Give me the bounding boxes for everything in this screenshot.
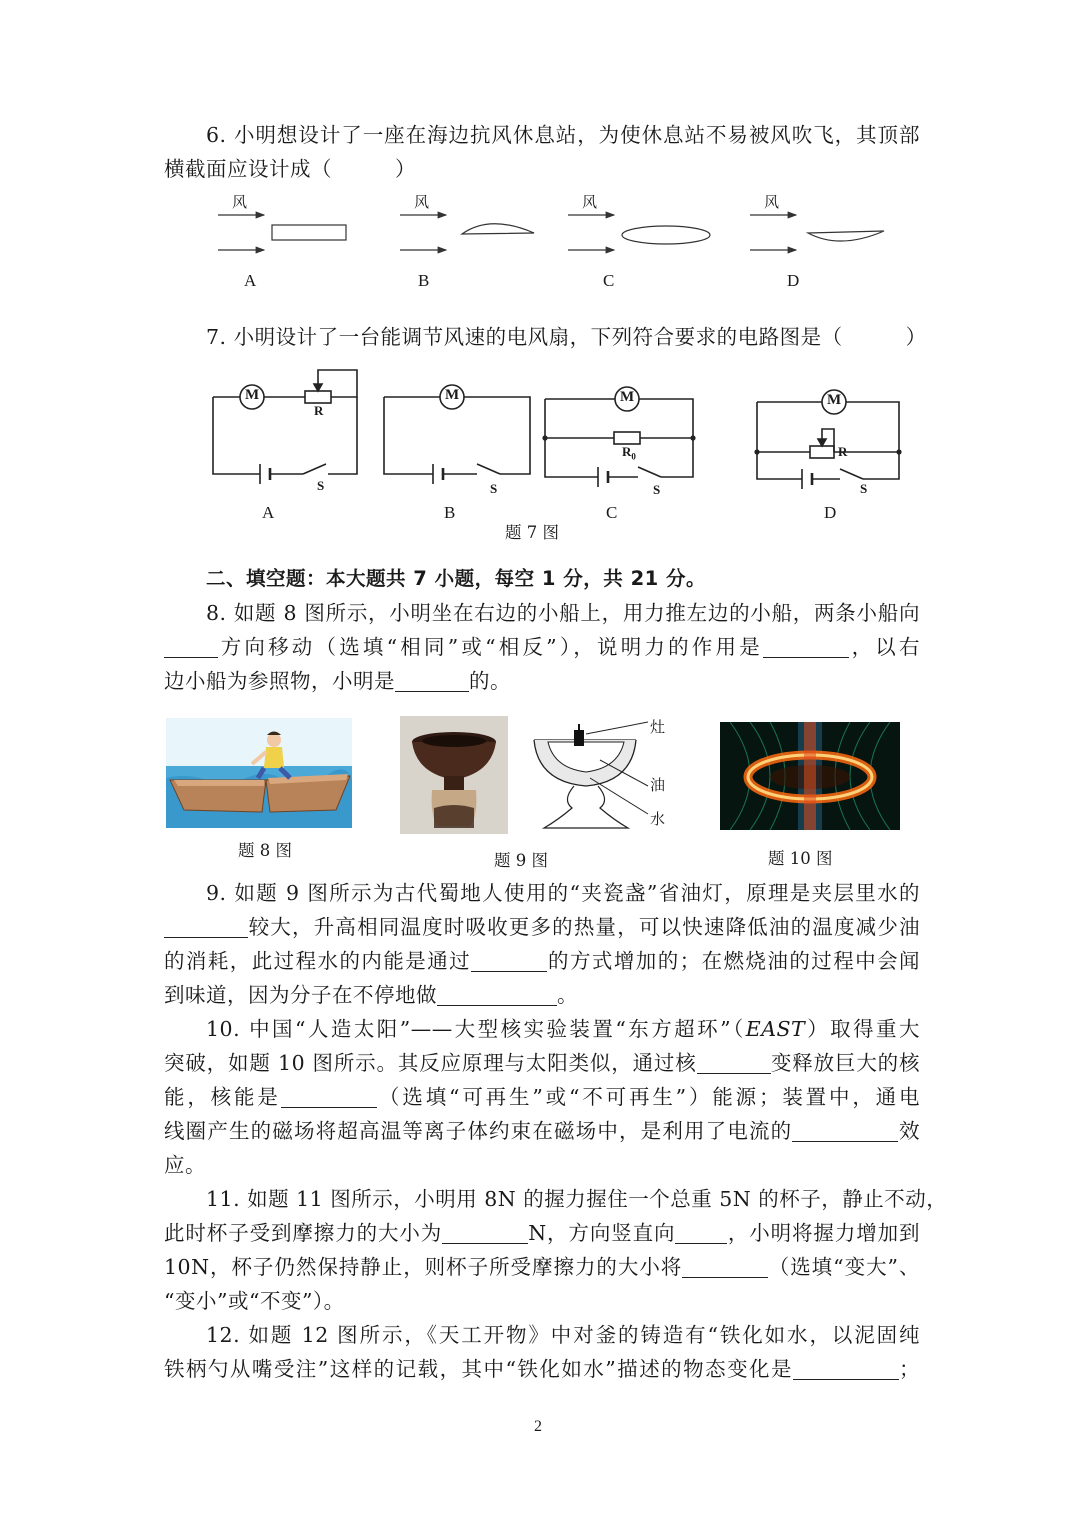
- motor-icon-c: M: [620, 389, 635, 405]
- q6-option-c: C: [603, 271, 615, 290]
- q7-stem: 7. 小明设计了一台能调节风速的电风扇，下列符合要求的电路图是（ ）: [206, 325, 927, 349]
- fig7-caption: 题 7 图: [505, 523, 559, 542]
- circuit-c: [545, 387, 693, 487]
- switch-label-d: S: [860, 481, 868, 496]
- fig9-caption: 题 9 图: [494, 851, 548, 870]
- q11-line2: 此时杯子受到摩擦力的大小为 N，方向竖直向 ，小明将握力增加到: [164, 1221, 921, 1245]
- q8-blank-2[interactable]: [763, 635, 849, 658]
- switch-label-a: S: [317, 478, 325, 493]
- section-2-heading: 二、填空题：本大题共 7 小题，每空 1 分，共 21 分。: [206, 567, 707, 590]
- fixed-resistor-label-c: $R_0$: [622, 444, 636, 462]
- fig9-lamp-photo: [400, 716, 508, 834]
- question-6: [164, 118, 920, 186]
- fig10-caption: 题 10 图: [768, 849, 833, 868]
- q9-blank-2[interactable]: [471, 949, 547, 972]
- q9-line4: 到味道，因为分子在不停地做 。: [164, 983, 578, 1007]
- q9-line1: 9. 如题 9 图所示为古代蜀地人使用的“夹瓷盏”省油灯，原理是夹层里水的: [206, 881, 920, 905]
- q7-circuit-diagrams: [200, 362, 920, 512]
- q10-blank-3[interactable]: [792, 1119, 898, 1142]
- wind-label-a: 风: [232, 195, 248, 211]
- fig10-east-photo: [720, 722, 900, 830]
- q8-blank-3[interactable]: [395, 669, 469, 692]
- q6-option-b: B: [418, 271, 430, 290]
- fig9-label-wick: 灶: [650, 718, 666, 736]
- q6-option-a-diagram: [218, 215, 346, 250]
- q7-option-d: D: [824, 503, 837, 522]
- q6-option-a: A: [244, 271, 257, 290]
- q6-line1: 6. 小明想设计了一座在海边抗风休息站，为使休息站不易被风吹飞，其顶部: [206, 123, 920, 147]
- question-9: [164, 876, 920, 1012]
- wind-label-b: 风: [414, 195, 430, 211]
- fig9-label-oil: 油: [650, 776, 666, 794]
- fig8-caption: 题 8 图: [238, 841, 292, 860]
- switch-label-b: S: [490, 481, 498, 496]
- page-number: 2: [534, 1418, 542, 1435]
- motor-icon-a: M: [245, 387, 260, 403]
- q10-line4: 线圈产生的磁场将超高温等离子体约束在磁场中，是利用了电流的 效: [164, 1119, 921, 1143]
- q11-line1: 11. 如题 11 图所示，小明用 8N 的握力握住一个总重 5N 的杯子，静止不动，: [206, 1187, 948, 1211]
- airfoil-bottom-curved: [808, 231, 884, 241]
- q10-line2: 突破，如题 10 图所示。其反应原理与太阳类似，通过核 变释放巨大的核: [164, 1051, 921, 1075]
- q11-line3: 10N，杯子仍然保持静止，则杯子所受摩擦力的大小将 （选填“变大”、: [164, 1255, 920, 1279]
- q6-options-figure: [200, 188, 920, 268]
- rheostat-label-d: R: [838, 444, 848, 459]
- rectangle-section: [272, 225, 346, 240]
- q6-option-d: D: [787, 271, 800, 290]
- q10-line3: 能，核能是 （选填“可再生”或“不可再生”）能源；装置中，通电: [164, 1085, 921, 1109]
- question-11: [164, 1182, 948, 1318]
- q10-line1: 10. 中国“人造太阳”——大型核实验装置“东方超环”（EAST）取得重大: [206, 1017, 921, 1041]
- wind-label-d: 风: [764, 195, 780, 211]
- q6-line2: 横截面应设计成（ ）: [164, 157, 416, 181]
- motor-icon-b: M: [445, 387, 460, 403]
- fig8-boat-illustration: [166, 718, 352, 828]
- question-12: [164, 1318, 920, 1386]
- section-2: [164, 562, 920, 698]
- q9-line2: 较大，升高相同温度时吸收更多的热量，可以快速降低油的温度减少油: [164, 910, 920, 944]
- q11-blank-1[interactable]: [442, 1221, 528, 1244]
- q10-blank-2[interactable]: [281, 1085, 377, 1108]
- q6-option-c-diagram: [568, 215, 710, 250]
- q7-option-a: A: [262, 503, 275, 522]
- circuit-a: [213, 370, 357, 484]
- ellipse-section: [622, 226, 710, 244]
- switch-label-c: S: [653, 482, 661, 497]
- question-10: [164, 1012, 920, 1182]
- q6-option-d-diagram: [750, 215, 884, 250]
- q11-line4: “变小”或“不变”）。: [164, 1289, 345, 1313]
- rheostat-label-a: R: [314, 403, 324, 418]
- q11-blank-2[interactable]: [675, 1221, 727, 1244]
- q10-line5: 应。: [164, 1153, 206, 1177]
- q9-line3: 的消耗，此过程水的内能是通过 的方式增加的；在燃烧油的过程中会闻: [164, 949, 921, 973]
- q12-line1: 12. 如题 12 图所示，《天工开物》中对釜的铸造有“铁化如水，以泥固纯: [206, 1323, 920, 1347]
- q8-blank-1[interactable]: [164, 635, 218, 658]
- airfoil-top-curved: [462, 224, 534, 234]
- q7-option-c: C: [606, 503, 618, 522]
- q11-blank-3[interactable]: [682, 1255, 768, 1278]
- q8-line2: 方向移动（选填“相同”或“相反”），说明力的作用是 ，以右: [164, 630, 920, 664]
- wind-label-c: 风: [582, 195, 598, 211]
- q6-option-b-diagram: [400, 215, 534, 250]
- question-7: [164, 320, 927, 354]
- motor-icon-d: M: [827, 392, 842, 408]
- q9-blank-1[interactable]: [164, 915, 248, 938]
- q7-option-b: B: [444, 503, 456, 522]
- q8-line1: 8. 如题 8 图所示，小明坐在右边的小船上，用力推左边的小船，两条小船向: [206, 601, 920, 625]
- q8-line3: 边小船为参照物，小明是 的。: [164, 669, 511, 693]
- q10-blank-1[interactable]: [697, 1051, 771, 1074]
- q9-blank-3[interactable]: [437, 983, 557, 1006]
- q12-line2: 铁柄勺从嘴受注”这样的记载，其中“铁化如水”描述的物态变化是 ；: [164, 1357, 920, 1381]
- q12-blank-1[interactable]: [793, 1357, 899, 1380]
- fig9-label-water: 水: [650, 810, 666, 828]
